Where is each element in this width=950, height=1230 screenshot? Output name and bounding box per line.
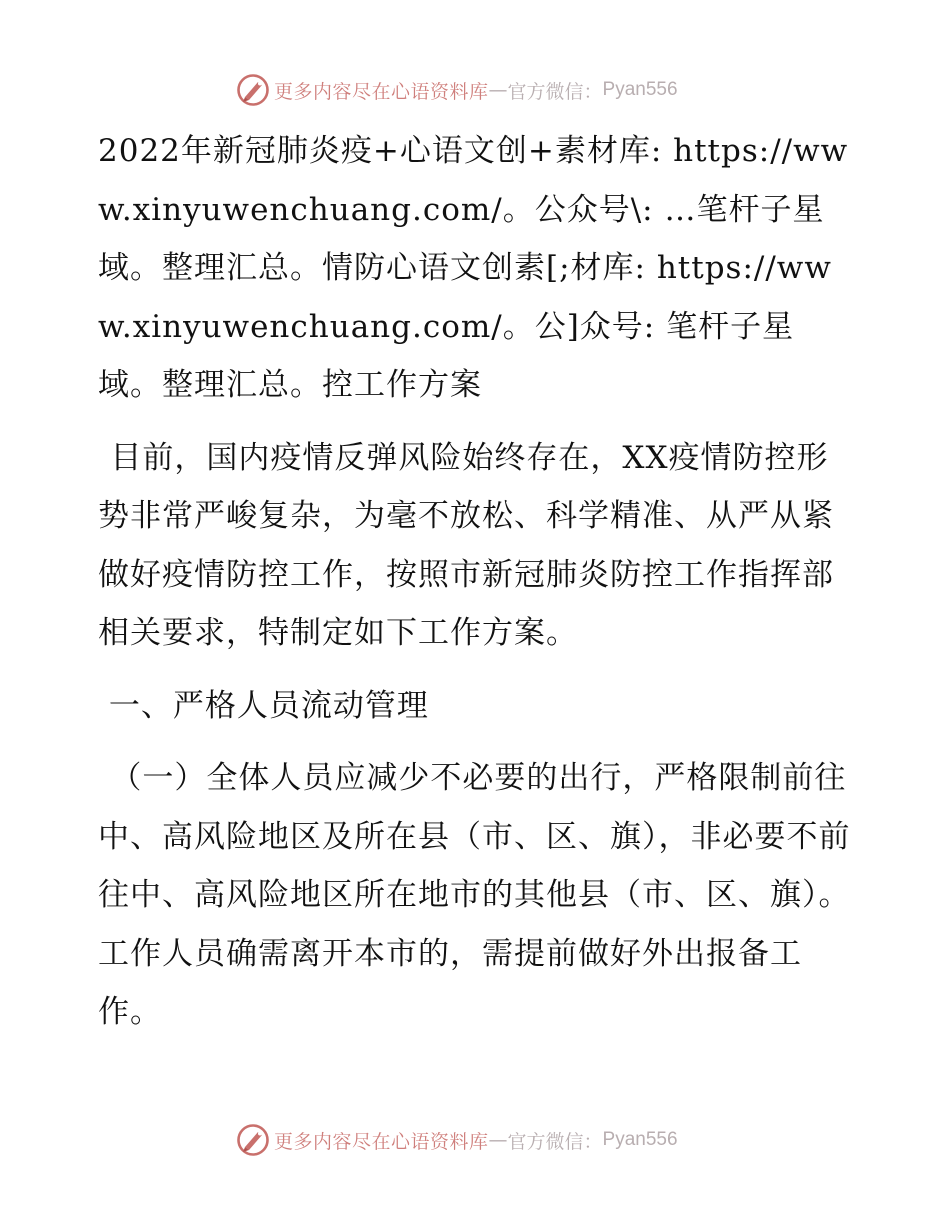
watermark-main-text: 更多内容尽在心语资料库 [274,1130,489,1153]
watermark-wechat-id: Pyan556 [602,1129,678,1150]
watermark-wechat-label: 官方微信： [507,1130,603,1153]
watermark-header [236,72,678,108]
watermark-wechat-id: Pyan556 [602,79,678,100]
pen-logo-icon [236,73,270,107]
title-paragraph: 2022年新冠肺炎疫+心语文创+素材库: https://www.xinyuwenchuang.com/。公众号\: …笔杆子星域。整理汇总。情防心语文创素[;材库: https://www.xinyuwenchuang.com/。公]众号: 笔杆子星域。整理汇总。控工作方案 [98,133,849,403]
body-paragraph: （一）全体人员应减少不必要的出行，严格限制前往中、高风险地区及所在县（市、区、旗），非必要不前往中、高风险地区所在地市的其他县（市、区、旗）。工作人员确需离开本市的，需提前做好外出报备工作。 [98,760,851,1030]
watermark-separator: — [488,1129,508,1151]
intro-paragraph: 目前，国内疫情反弹风险始终存在，XX疫情防控形势非常严峻复杂，为毫不放松、科学精准、从严从紧做好疫情防控工作，按照市新冠肺炎防控工作指挥部相关要求，特制定如下工作方案。 [98,439,834,651]
watermark-main-text: 更多内容尽在心语资料库 [274,80,489,103]
watermark-footer [236,1122,678,1158]
watermark-wechat-label: 官方微信： [507,80,603,103]
section-heading: 一、严格人员流动管理 [108,687,429,724]
watermark-separator: — [488,79,508,101]
pen-logo-icon [236,1123,270,1157]
document-body [98,122,858,1042]
